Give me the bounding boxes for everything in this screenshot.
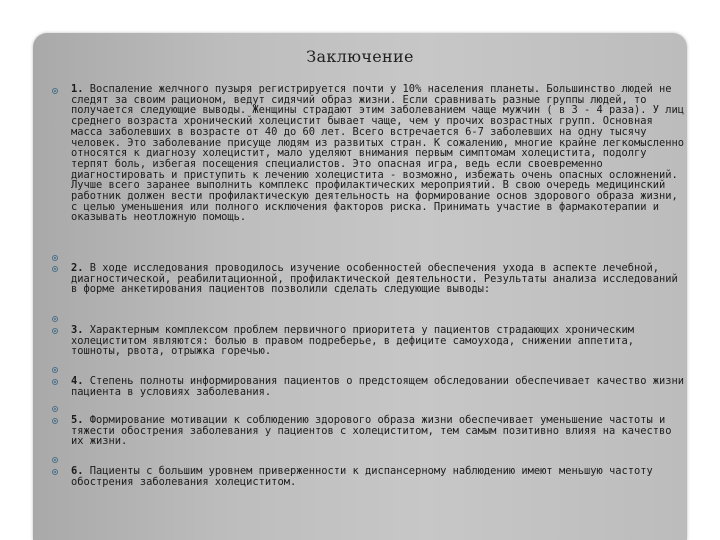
bullet-icon [52, 406, 58, 412]
conclusion-item-2 [71, 263, 685, 295]
item-number: 4. [71, 375, 84, 387]
conclusion-item-1 [71, 84, 685, 223]
item-text: Характерным комплексом проблем первичного приоритета у пациентов страдающих хроническим холециститом являются: болью в правом подреберье, в дефиците самоухода, снижении аппетита, тошноты, рвота, отрыжка горечью. [71, 324, 635, 358]
conclusion-item-3 [71, 325, 685, 357]
item-number: 6. [71, 465, 84, 477]
bullet-icon [52, 418, 58, 424]
item-number: 5. [71, 414, 84, 426]
bullet-icon [52, 255, 58, 261]
item-number: 1. [71, 83, 84, 95]
bullet-icon [52, 266, 58, 272]
bullet-icon [52, 316, 58, 322]
bullet-icon [52, 88, 58, 94]
slide-title: Заключение [306, 47, 414, 66]
item-text: Воспаление желчного пузыря регистрируется почти у 10% населения планеты. Большинство людей не следят за своим рационом, ведут сидячий образ жизни. Если сравнивать разные группы людей, то получается следующие выводы. Женщины страдают этим заболеванием чаще мужчин ( в 3 - 4 раза). У лиц среднего возраста хронический холецистит бывает чаще, чем у прочих возрастных групп. Основная масса заболевших в возрасте от 40 до 60 лет. Всего встречается 6-7 заболевших на одну тысячу человек. Это заболевание присуще людям из развитых стран. К сожалению, многие крайне легкомысленно относятся к диагнозу холецистит, мало уделяют внимания первым симптомам холецистита, подолгу терпят боль, избегая посещения специалистов. Это опасная игра, ведь если своевременно диагностировать и приступить к лечению холецистита - возможно, избежать очень опасных осложнений. Лучше всего заранее выполнить комплекс профилактических мероприятий. В свою очередь медицинский работник должен вести профилактическую деятельность на формирование основ здорового образа жизни, с целью уменьшения или полного исключения факторов риска. Принимать участие в фармакотерапии и оказывать неотложную помощь. [71, 83, 685, 224]
item-number: 2. [71, 262, 84, 274]
bullet-icon [52, 469, 58, 475]
item-text: Степень полноты информирования пациентов о предстоящем обследовании обеспечивает качество жизни пациента в условиях заболевания. [71, 375, 685, 398]
bullet-icon [52, 457, 58, 463]
item-number: 3. [71, 324, 84, 336]
item-text: Формирование мотивации к соблюдению здорового образа жизни обеспечивает уменьшение частоты и тяжести обострения заболевания у пациентов с холециститом, тем самым позитивно влияя на качество их жизни. [71, 414, 672, 448]
conclusion-item-4 [71, 376, 685, 397]
conclusion-item-5 [71, 415, 685, 447]
conclusion-item-6 [71, 466, 685, 487]
bullet-icon [52, 379, 58, 385]
item-text: В ходе исследования проводилось изучение особенностей обеспечения ухода в аспекте лечебной, диагностической, реабилитационной, профилактической деятельности. Результаты анализа исследований в форме анкетирования пациентов позволили сделать следующие выводы: [71, 262, 678, 296]
bullet-icon [52, 367, 58, 373]
bullet-icon [52, 328, 58, 334]
item-text: Пациенты с большим уровнем приверженности к диспансерному наблюдению имеют меньшую частоту обострения заболевания холециститом. [71, 465, 653, 488]
